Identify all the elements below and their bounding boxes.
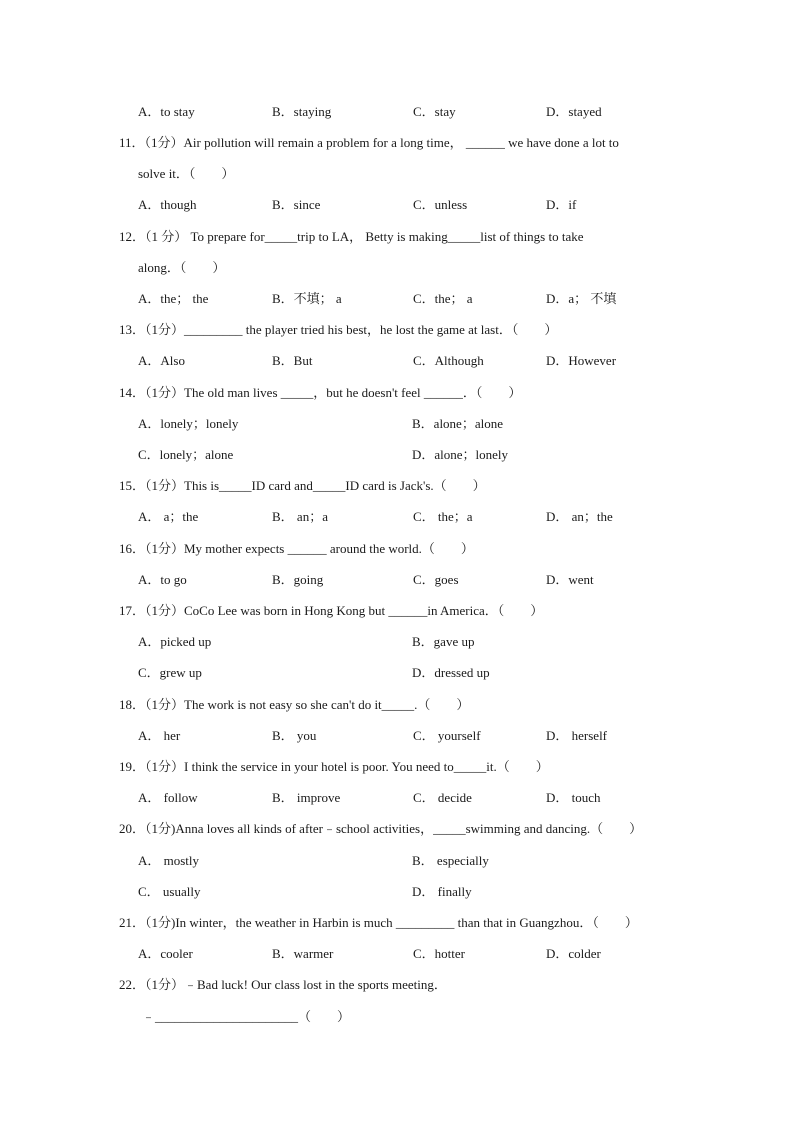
question-text: 19．（1分）I think the service in your hotel is poor. You need to_____it.（ ） bbox=[119, 759, 549, 774]
option-d[interactable]: D．alone；lonely bbox=[412, 447, 509, 462]
option-b[interactable]: B．going bbox=[272, 572, 324, 587]
option-d[interactable]: D．if bbox=[546, 197, 577, 212]
option-b[interactable]: B． you bbox=[272, 728, 317, 743]
question-text: 20．（1分)Anna loves all kinds of after﹣school activities，_____swimming and dancing.（ ） bbox=[119, 821, 643, 836]
question-text: 13．（1分）_________ the player tried his best，he lost the game at last．（ ） bbox=[119, 322, 558, 337]
option-a[interactable]: A．picked up bbox=[138, 634, 212, 649]
option-c[interactable]: C． the；a bbox=[413, 509, 473, 524]
option-d[interactable]: D．colder bbox=[546, 946, 601, 961]
option-b[interactable]: B． improve bbox=[272, 790, 341, 805]
answer-blank-line[interactable]: ﹣______________________（ ） bbox=[142, 1009, 351, 1024]
option-c[interactable]: C． decide bbox=[413, 790, 472, 805]
option-d[interactable]: D．went bbox=[546, 572, 594, 587]
question-text: 15．（1分）This is_____ID card and_____ID card is Jack's.（ ） bbox=[119, 478, 486, 493]
option-a[interactable]: A．lonely；lonely bbox=[138, 416, 239, 431]
option-a[interactable]: A．Also bbox=[138, 353, 185, 368]
option-b[interactable]: B．since bbox=[272, 197, 321, 212]
option-b[interactable]: B． especially bbox=[412, 853, 489, 868]
option-b[interactable]: B． an；a bbox=[272, 509, 328, 524]
option-a[interactable]: A． follow bbox=[138, 790, 198, 805]
option-a[interactable]: A．to stay bbox=[138, 104, 195, 119]
option-b[interactable]: B．不填； a bbox=[272, 291, 342, 306]
question-text: 11．（1分）Air pollution will remain a problem for a long time， ______ we have done a lot to bbox=[119, 135, 619, 150]
option-a[interactable]: A．though bbox=[138, 197, 197, 212]
question-text-continued: along．（ ） bbox=[138, 260, 226, 275]
option-b[interactable]: B．alone；alone bbox=[412, 416, 503, 431]
option-c[interactable]: C．hotter bbox=[413, 946, 465, 961]
option-a[interactable]: A．cooler bbox=[138, 946, 193, 961]
option-d[interactable]: D． touch bbox=[546, 790, 601, 805]
option-d[interactable]: D．stayed bbox=[546, 104, 602, 119]
option-c[interactable]: C．stay bbox=[413, 104, 456, 119]
question-text: 17．（1分）CoCo Lee was born in Hong Kong but ______in America．（ ） bbox=[119, 603, 544, 618]
option-a[interactable]: A． her bbox=[138, 728, 181, 743]
question-text: 16．（1分）My mother expects ______ around the world.（ ） bbox=[119, 541, 474, 556]
option-a[interactable]: A． a；the bbox=[138, 509, 199, 524]
option-d[interactable]: D． herself bbox=[546, 728, 608, 743]
option-c[interactable]: C．lonely；alone bbox=[138, 447, 234, 462]
option-b[interactable]: B．warmer bbox=[272, 946, 334, 961]
option-c[interactable]: C．grew up bbox=[138, 665, 202, 680]
option-b[interactable]: B．But bbox=[272, 353, 313, 368]
option-d[interactable]: D． an；the bbox=[546, 509, 613, 524]
option-c[interactable]: C． usually bbox=[138, 884, 201, 899]
option-d[interactable]: D．a； 不填 bbox=[546, 291, 617, 306]
option-d[interactable]: D．dressed up bbox=[412, 665, 490, 680]
question-text: 18．（1分）The work is not easy so she can't do it_____.（ ） bbox=[119, 697, 470, 712]
option-a[interactable]: A．to go bbox=[138, 572, 187, 587]
question-text: 12．（1 分） To prepare for_____trip to LA， Betty is making_____list of things to take bbox=[119, 229, 584, 244]
option-c[interactable]: C．the； a bbox=[413, 291, 473, 306]
option-c[interactable]: C． yourself bbox=[413, 728, 481, 743]
option-c[interactable]: C．goes bbox=[413, 572, 459, 587]
option-b[interactable]: B．staying bbox=[272, 104, 332, 119]
question-text: 21．（1分)In winter，the weather in Harbin is much _________ than that in Guangzhou．（ ） bbox=[119, 915, 638, 930]
option-a[interactable]: A．the； the bbox=[138, 291, 209, 306]
option-c[interactable]: C．Although bbox=[413, 353, 484, 368]
option-b[interactable]: B．gave up bbox=[412, 634, 475, 649]
question-text: 22．（1分）﹣Bad luck! Our class lost in the sports meeting． bbox=[119, 977, 447, 992]
question-text: 14．（1分）The old man lives _____，but he doesn't feel ______．（ ） bbox=[119, 385, 522, 400]
option-d[interactable]: D．However bbox=[546, 353, 617, 368]
question-text-continued: solve it．（ ） bbox=[138, 166, 235, 181]
option-c[interactable]: C．unless bbox=[413, 197, 468, 212]
option-d[interactable]: D． finally bbox=[412, 884, 472, 899]
option-a[interactable]: A． mostly bbox=[138, 853, 200, 868]
